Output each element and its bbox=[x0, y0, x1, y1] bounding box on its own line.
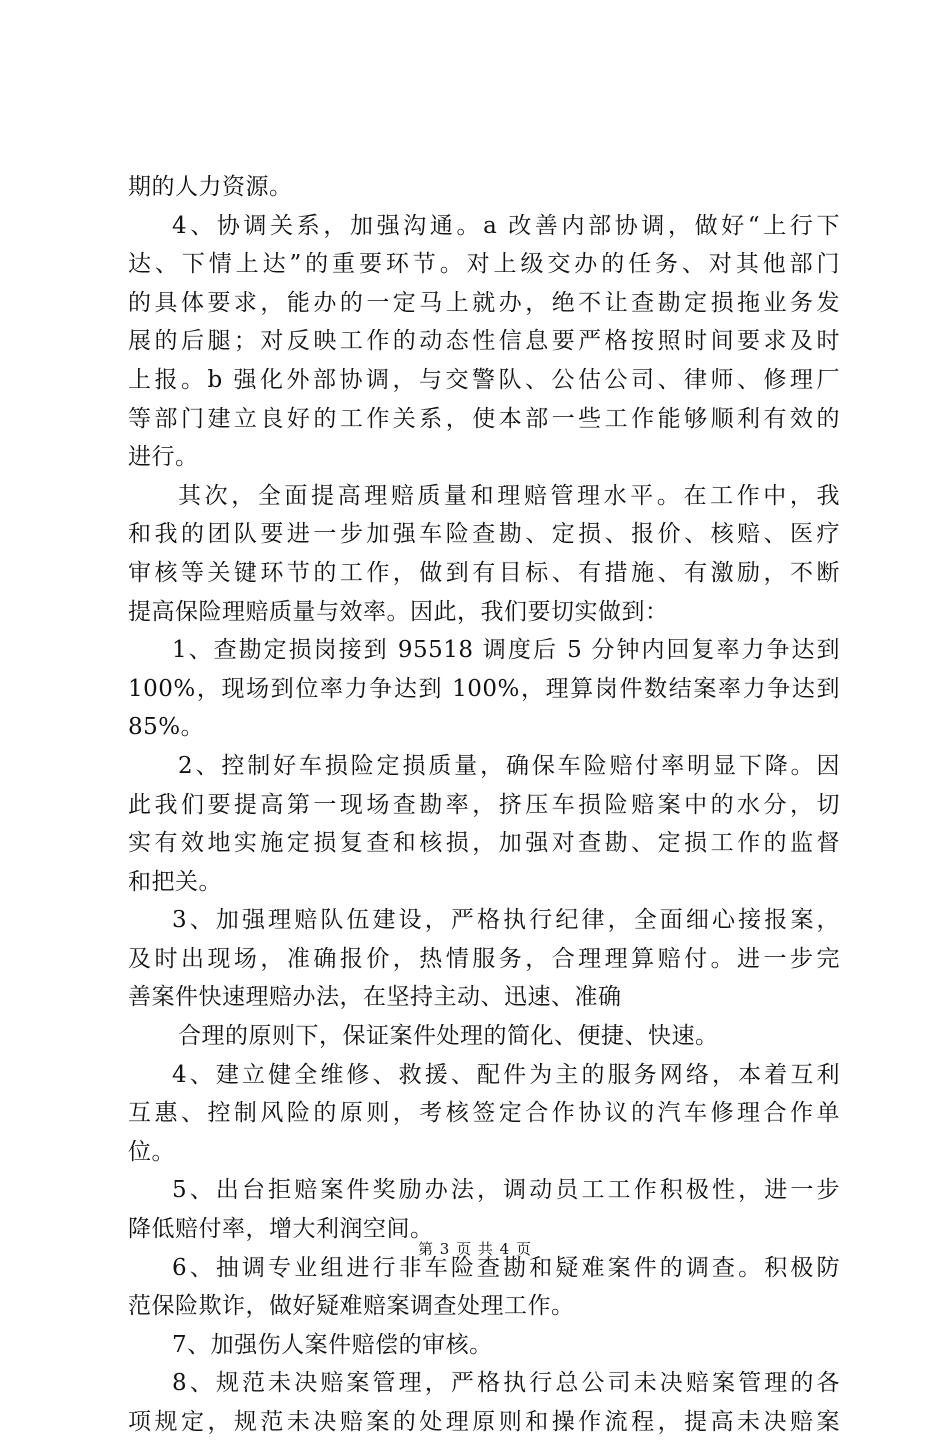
text-line: 合理的原则下，保证案件处理的简化、便捷、快速。 bbox=[178, 1023, 719, 1050]
text-line: 4、建立健全维修、救援、配件为主的服务网络，本着互利 bbox=[172, 1061, 840, 1088]
text-line: 5、出台拒赔案件奖励办法，调动员工工作积极性，进一步 bbox=[172, 1177, 840, 1204]
text-line: 100%，现场到位率力争达到 100%，理算岗件数结案率力争达到 bbox=[128, 675, 840, 702]
text-line: 7、加强伤人案件赔偿的审核。 bbox=[172, 1331, 493, 1358]
text-line: 范保险欺诈，做好疑难赔案调查处理工作。 bbox=[128, 1293, 575, 1320]
text-line: 和我的团队要进一步加强车险查勘、定损、报价、核赔、医疗 bbox=[128, 521, 840, 548]
text-line: 及时出现场，准确报价，热情服务，合理理算赔付。进一步完 bbox=[128, 945, 840, 972]
text-line: 展的后腿；对反映工作的动态性信息要严格按照时间要求及时 bbox=[128, 328, 840, 355]
text-line: 善案件快速理赔办法，在坚持主动、迅速、准确 bbox=[128, 984, 622, 1011]
text-line: 审核等关键环节的工作，做到有目标、有措施、有激励，不断 bbox=[128, 559, 840, 586]
text-line: 互惠、控制风险的原则，考核签定合作协议的汽车修理合作单 bbox=[128, 1100, 840, 1127]
text-line: 6、抽调专业组进行非车险查勘和疑难案件的调查。积极防 bbox=[172, 1254, 840, 1281]
text-line: 此我们要提高第一现场查勘率，挤压车损险赔案中的水分，切 bbox=[128, 791, 840, 818]
text-line: 进行。 bbox=[128, 444, 199, 471]
text-line: 85%。 bbox=[128, 714, 205, 741]
text-line: 上报。b 强化外部协调，与交警队、公估公司、律师、修理厂 bbox=[128, 366, 840, 393]
text-line: 实有效地实施定损复查和核损，加强对查勘、定损工作的监督 bbox=[128, 830, 840, 857]
text-line: 3、加强理赔队伍建设，严格执行纪律，全面细心接报案， bbox=[172, 907, 840, 934]
text-line: 提高保险理赔质量与效率。因此，我们要切实做到： bbox=[128, 598, 669, 625]
text-line: 1、查勘定损岗接到 95518 调度后 5 分钟内回复率力争达到 bbox=[172, 637, 840, 664]
text-line: 降低赔付率，增大利润空间。 bbox=[128, 1216, 434, 1243]
page-footer: 第 3 页 共 4 页 bbox=[418, 1240, 532, 1258]
text-line: 其次，全面提高理赔质量和理赔管理水平。在工作中，我 bbox=[178, 482, 840, 509]
text-line: 达、下情上达”的重要环节。对上级交办的任务、对其他部门 bbox=[128, 251, 840, 278]
text-line: 项规定，规范未决赔案的处理原则和操作流程，提高未决赔案 bbox=[128, 1409, 840, 1435]
text-line: 2、控制好车损险定损质量，确保车险赔付率明显下降。因 bbox=[178, 752, 840, 779]
text-line: 的具体要求，能办的一定马上就办，绝不让查勘定损拖业务发 bbox=[128, 289, 840, 316]
text-line: 位。 bbox=[128, 1138, 175, 1165]
text-line: 等部门建立良好的工作关系，使本部一些工作能够顺利有效的 bbox=[128, 405, 840, 432]
text-line: 8、规范未决赔案管理，严格执行总公司未决赔案管理的各 bbox=[172, 1370, 840, 1397]
text-line: 4、协调关系，加强沟通。a 改善内部协调，做好“上行下 bbox=[172, 212, 840, 239]
text-line: 期的人力资源。 bbox=[128, 174, 293, 200]
text-line: 和把关。 bbox=[128, 868, 222, 895]
